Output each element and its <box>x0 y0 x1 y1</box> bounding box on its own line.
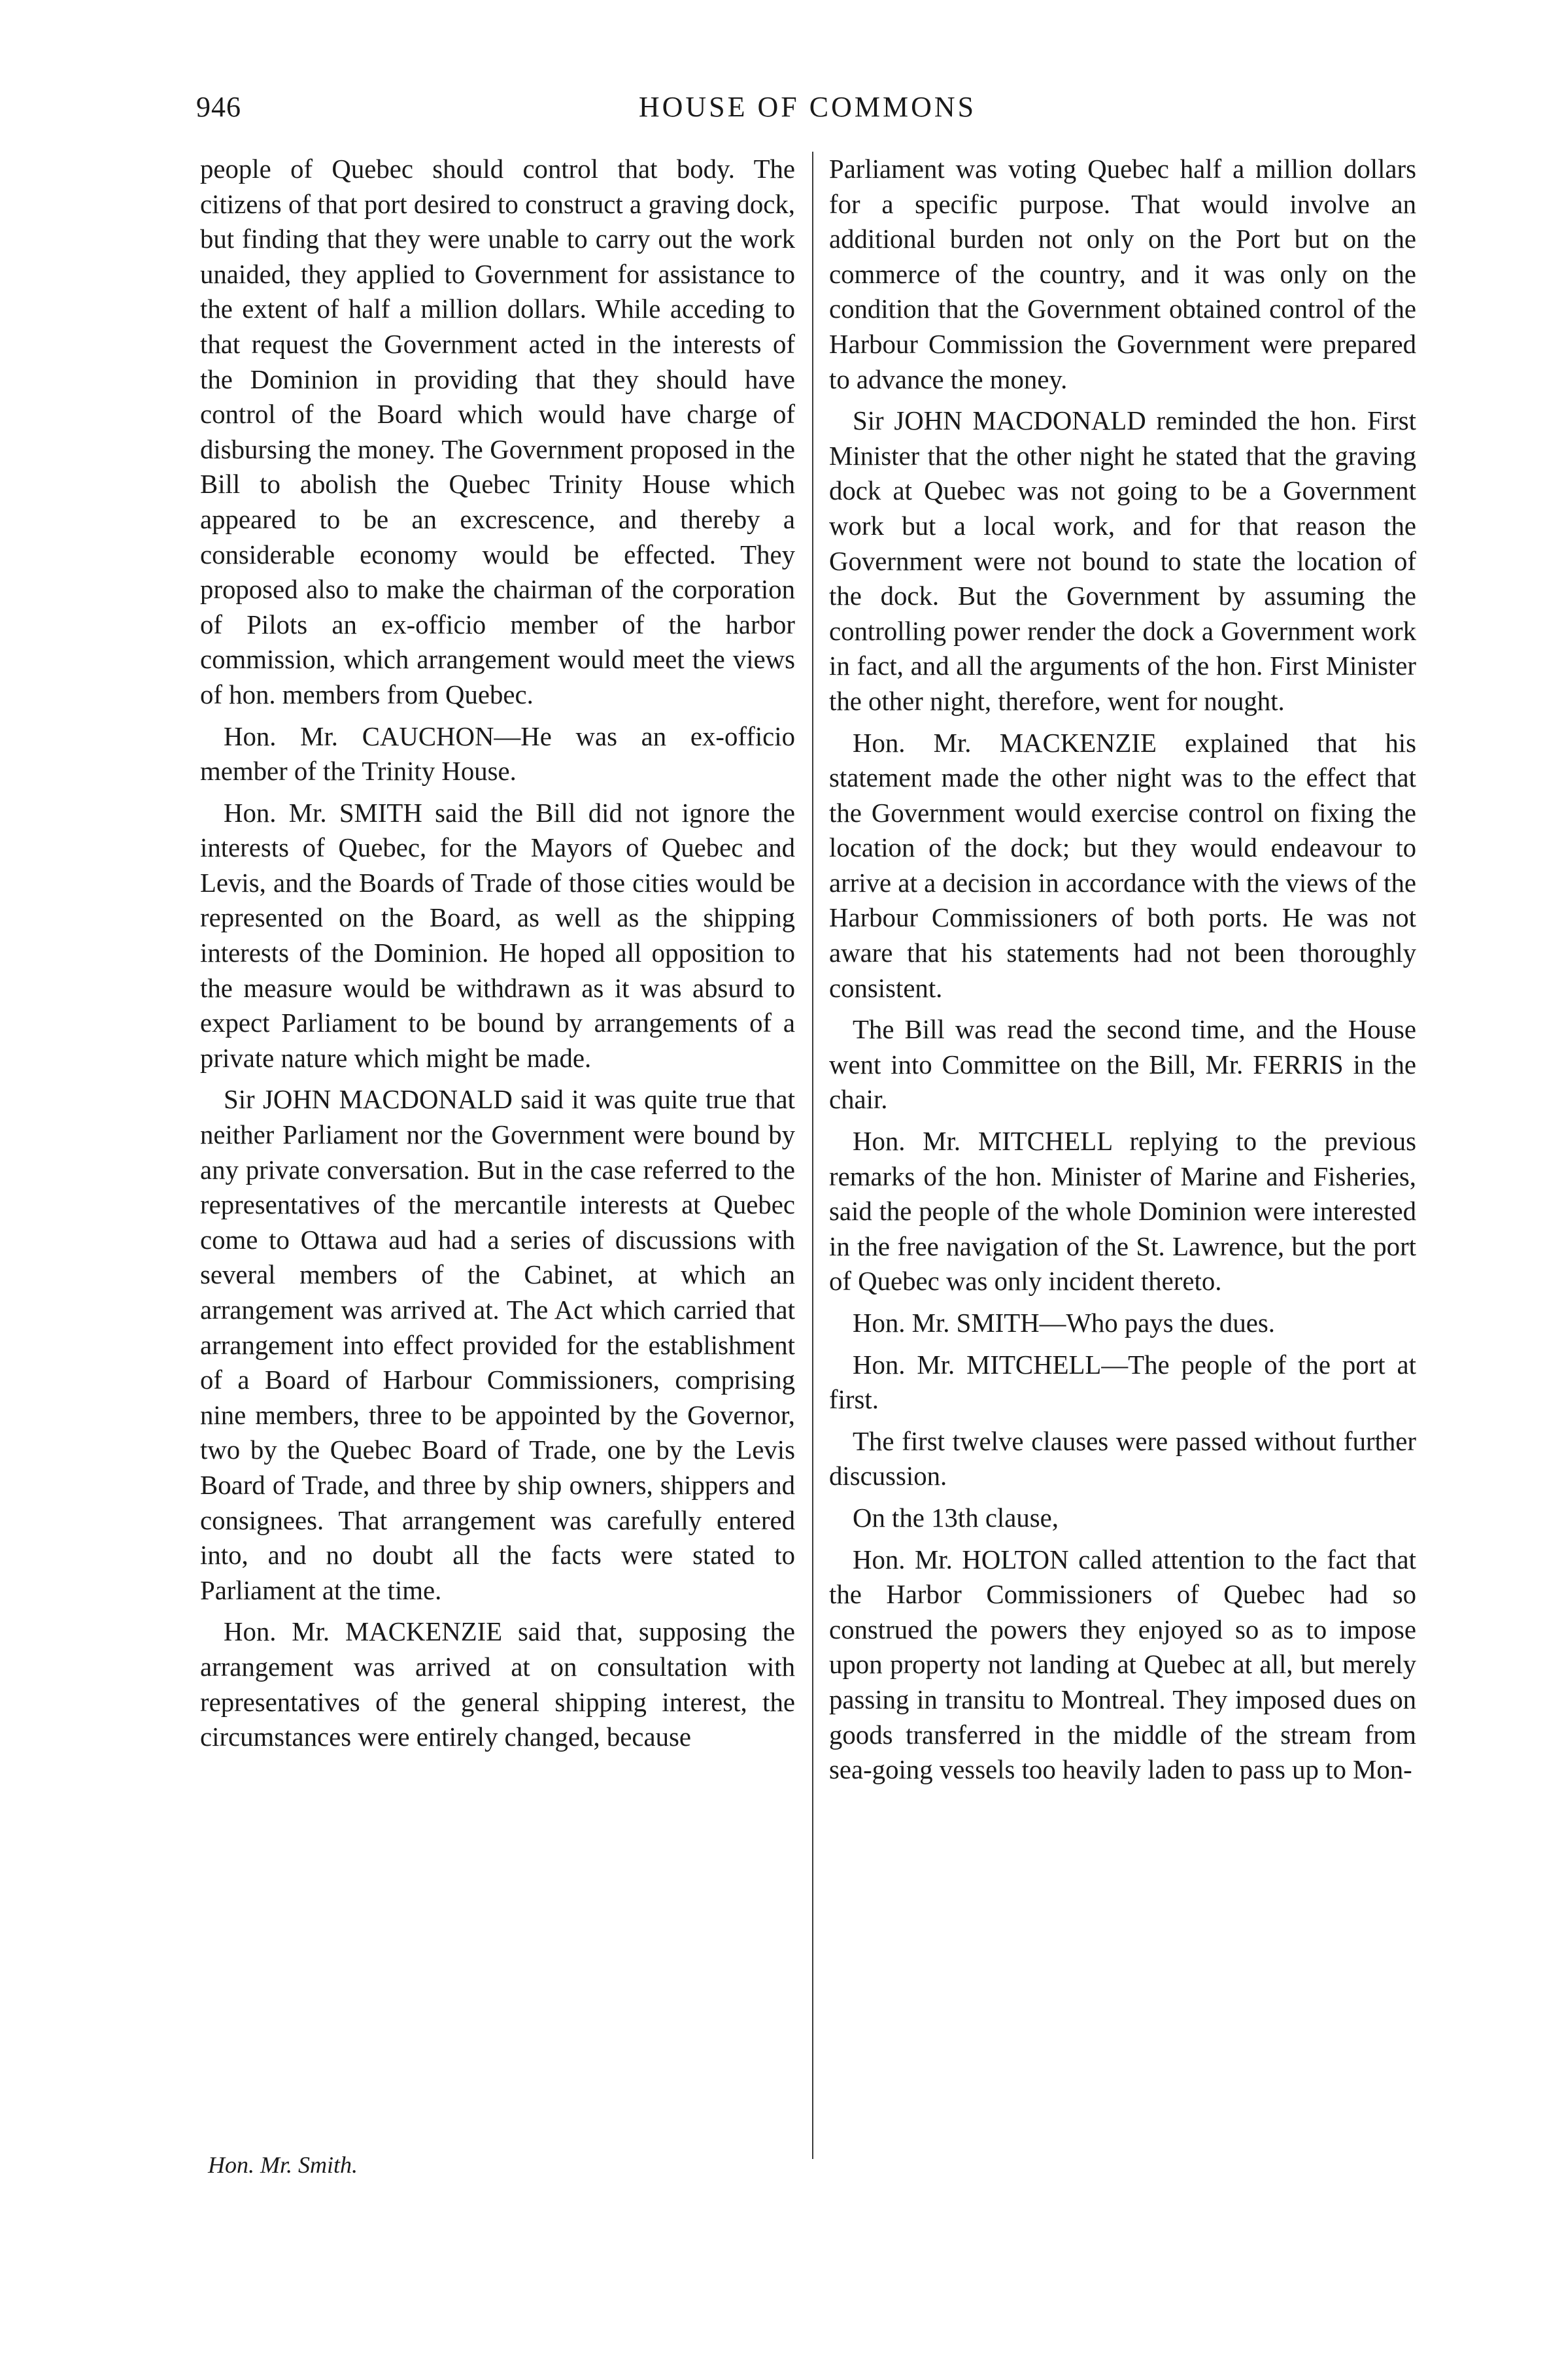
paragraph: Hon. Mr. MACKENZIE said that, supposing the arrangement was arrived at on consultation with representatives of the general shipping interest, the circumstances were entirely changed, because <box>200 1617 795 1752</box>
paragraph: people of Quebec should control that body. The citizens of that port desired to construct a graving dock, but finding that they were unable to carry out the work unaided, they applied to Government for assistance to the extent of half a million dollars. While acceding to that request the Government acted in the interests of the Dominion in providing that they should have control of the Board which would have charge of disbursing the money. The Government proposed in the Bill to abolish the Quebec Trinity House which appeared to be an excrescence, and thereby a considerable economy would be effected. They proposed also to make the chairman of the corporation of Pilots an ex-officio member of the harbor commission, which arrangement would meet the views of hon. members from Quebec. <box>200 154 795 709</box>
paragraph: Parliament was voting Quebec half a million dollars for a specific purpose. That would involve an additional burden not only on the Port but on the commerce of the country, and it was only on the condition that the Government obtained control of the Harbour Commission the Government were prepared to advance the money. <box>829 154 1416 394</box>
column-divider <box>812 152 813 2159</box>
paragraph: Sir JOHN MACDONALD reminded the hon. First Minister that the other night he stated that the graving dock at Quebec was not going to be a Government work but a local work, and for that reason the Government were not bound to state the location of the dock. But the Government by assuming the controlling power render the dock a Government work in fact, and all the arguments of the hon. First Minister the other night, therefore, went for nought. <box>829 406 1416 716</box>
page-header <box>196 77 1419 136</box>
paragraph: On the 13th clause, <box>853 1503 1059 1533</box>
paragraph: Hon. Mr. SMITH—Who pays the dues. <box>853 1308 1275 1338</box>
paragraph: Hon. Mr. HOLTON called attention to the fact that the Harbor Commissioners of Quebec had so construed the powers they enjoyed so as to impose upon property not landing at Quebec at all, but merely passing in transitu to Montreal. They imposed dues on goods transferred in the middle of the stream from sea-going vessels too heavily laden to pass up to Mon- <box>829 1544 1416 1785</box>
page-number: 946 <box>196 91 241 123</box>
paragraph: Hon. Mr. MITCHELL replying to the previous remarks of the hon. Minister of Marine and Fisheries, said the people of the whole Dominion were interested in the free navigation of the St. Lawrence, but the port of Quebec was only incident thereto. <box>829 1127 1416 1297</box>
paragraph: Hon. Mr. MITCHELL—The people of the port at first. <box>829 1350 1416 1415</box>
paragraph: The first twelve clauses were passed without further discussion. <box>829 1426 1416 1491</box>
paragraph: The Bill was read the second time, and the House went into Committee on the Bill, Mr. FERRIS in the chair. <box>829 1015 1416 1115</box>
running-title: HOUSE OF COMMONS <box>638 91 977 123</box>
paragraph: Hon. Mr. SMITH said the Bill did not ignore the interests of Quebec, for the Mayors of Quebec and Levis, and the Boards of Trade of those cities would be represented on the Board, as well as the shipping interests of the Dominion. He hoped all opposition to the measure would be withdrawn as it was absurd to expect Parliament to be bound by arrangements of a private nature which might be made. <box>200 798 795 1073</box>
left-column <box>200 152 795 2192</box>
paragraph: Hon. Mr. MACKENZIE explained that his statement made the other night was to the effect that the Government would exercise control on fixing the location of the dock; but they would endeavour to arrive at a decision in accordance with the views of the Harbour Commissioners of both ports. He was not aware that his statements had not been thoroughly consistent. <box>829 728 1416 1003</box>
paragraph: Hon. Mr. CAUCHON—He was an ex-officio member of the Trinity House. <box>200 721 795 787</box>
right-column <box>829 152 1416 2192</box>
footer-speaker-note: Hon. Mr. Smith. <box>208 2152 358 2178</box>
paragraph: Sir JOHN MACDONALD said it was quite true that neither Parliament nor the Government were bound by any private conversation. But in the case referred to the representatives of the mercantile interests at Quebec come to Ottawa aud had a series of discussions with several members of the Cabinet, at which an arrangement was arrived at. The Act which carried that arrangement into effect provided for the establishment of a Board of Harbour Commissioners, comprising nine members, three to be appointed by the Governor, two by the Quebec Board of Trade, one by the Levis Board of Trade, and three by ship owners, shippers and consignees. That arrangement was carefully entered into, and no doubt all the facts were stated to Parliament at the time. <box>200 1085 795 1605</box>
